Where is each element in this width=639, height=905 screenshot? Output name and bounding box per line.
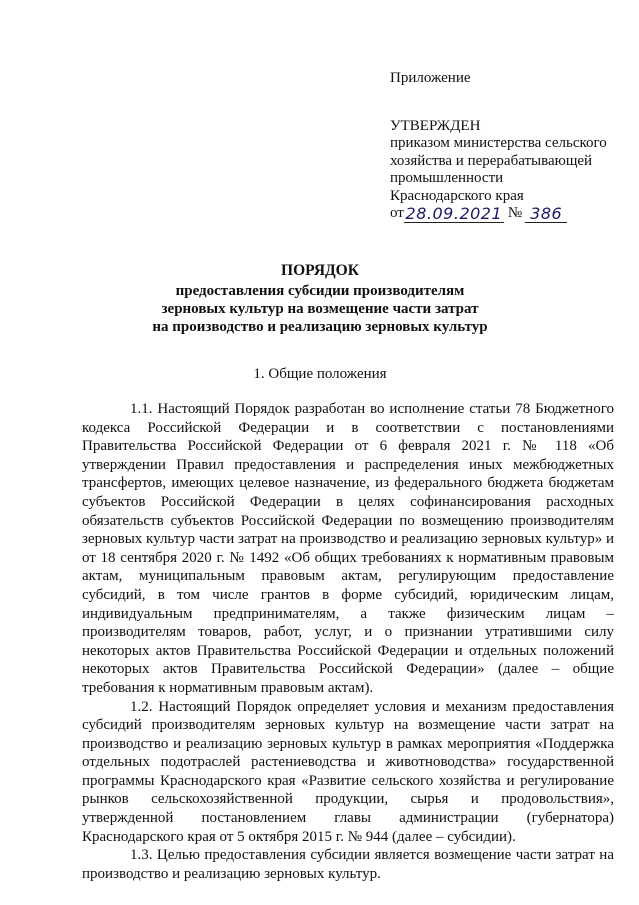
approval-line: промышленности	[390, 170, 504, 186]
date-prefix: от	[390, 205, 404, 221]
handwritten-date: 28.09.2021	[405, 203, 503, 223]
paragraph: 1.3. Целью предоставления субсидии является возмещение части затрат на производство и реализацию зерновых культур.	[82, 847, 614, 882]
appendix-label: Приложение	[390, 70, 471, 86]
approved-label: УТВЕРЖДЕН	[390, 117, 481, 134]
approval-line: хозяйства и перерабатывающей	[390, 152, 593, 169]
section-body	[82, 400, 614, 883]
document-title	[40, 262, 600, 336]
section-heading: 1. Общие положения	[253, 366, 387, 382]
title-subtitle-line: зерновых культур на возмещение части затрат	[161, 301, 479, 317]
approval-line: приказом министерства сельского	[390, 135, 607, 151]
number-prefix: №	[507, 205, 523, 221]
order-date-number	[390, 205, 630, 223]
handwritten-number: 386	[525, 206, 567, 223]
approval-line: Краснодарского края	[390, 187, 524, 204]
title-subtitle-line: предоставления субсидии производителям	[175, 283, 465, 299]
title-subtitle-line: на производство и реализацию зерновых культур	[152, 319, 488, 335]
paragraph: 1.2. Настоящий Порядок определяет условия и механизм предоставления субсидий производителям зерновых культур на возмещение части затрат на производство и реализацию зерновых культур в рамках мероприятия «Поддержка отдельных подотраслей растениеводства и животноводства» государственной программы Краснодарского края «Развитие сельского хозяйства и регулирование рынков сельскохозяйственной продукции, сырья и продовольствия», утвержденной постановлением главы администрации (губернатора) Краснодарского края от 5 октября 2015 г. № 944 (далее – субсидии).	[82, 698, 614, 845]
title-main: ПОРЯДОК	[281, 262, 359, 279]
approval-block	[390, 70, 630, 223]
paragraph: 1.1. Настоящий Порядок разработан во исполнение статьи 78 Бюджетного кодекса Российской Федерации и в соответствии с постановлениями Правительства Российской Федерации от 6 февраля 2021 г. № 118 «Об утверждении Правил предоставления и распределения иных межбюджетных трансфертов, имеющих целевое назначение, из федерального бюджета бюджетам субъектов Российской Федерации в целях софинансирования расходных обязательств субъектов Российской Федерации по возмещению производителям зерновых культур части затрат на производство и реализацию зерновых культур» и от 18 сентября 2020 г. № 1492 «Об общих требованиях к нормативным правовым актам, муниципальным правовым актам, регулирующим предоставление субсидий, в том числе грантов в форме субсидий, юридическим лицам, индивидуальным предпринимателям, а также физическим лицам – производителям товаров, работ, услуг, и о признании утратившими силу некоторых актов Правительства Российской Федерации и отдельных положений некоторых актов Правительства Российской Федерации» (далее – общие требования к нормативным правовым актам).	[82, 401, 614, 696]
